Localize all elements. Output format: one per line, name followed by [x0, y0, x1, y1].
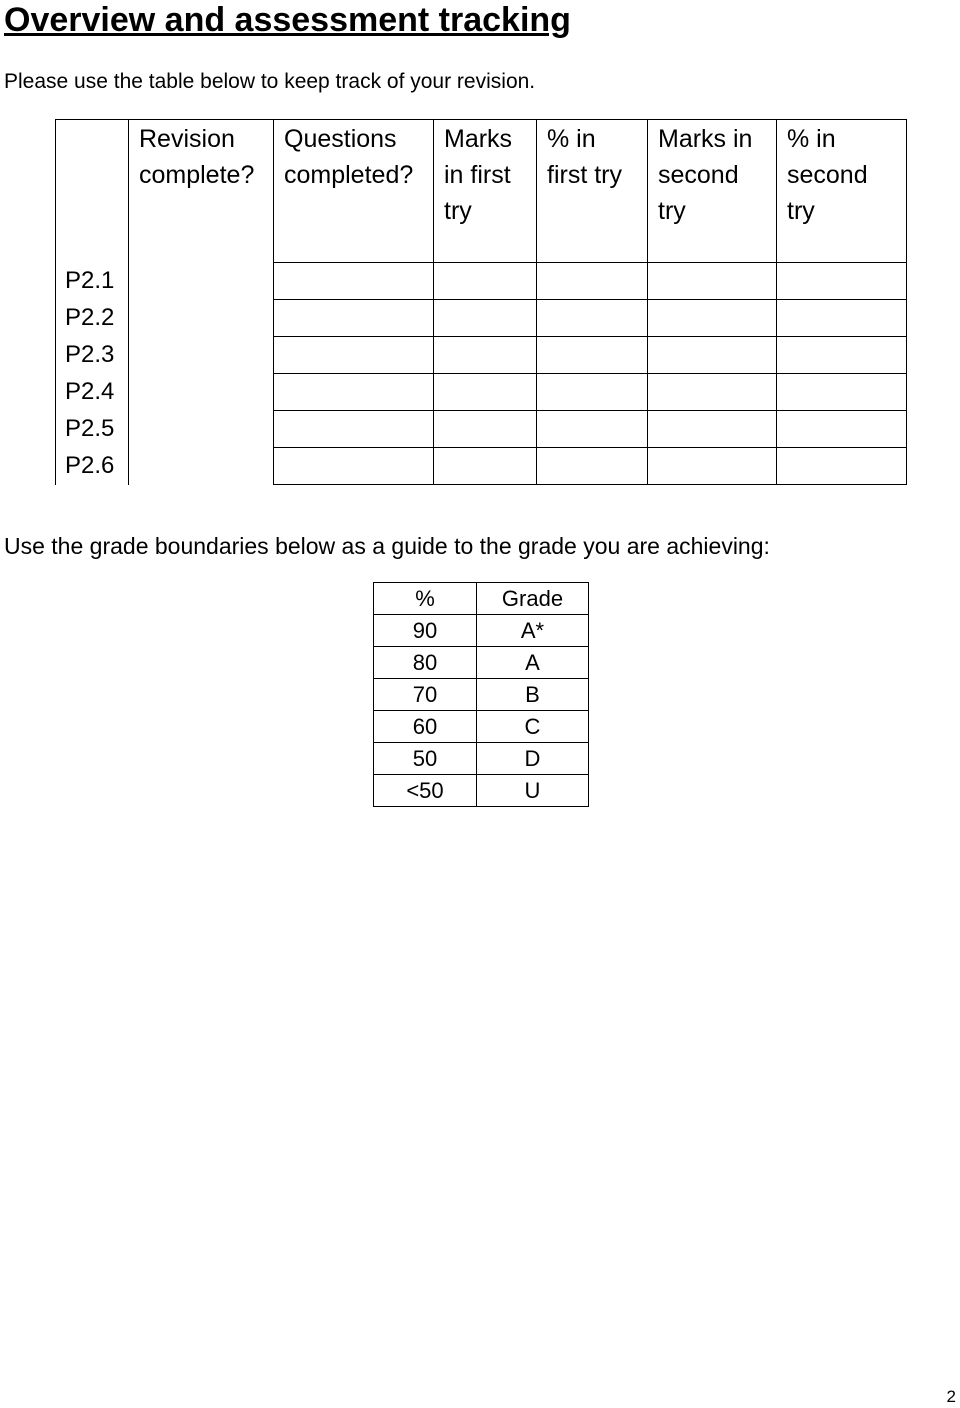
header-questions-completed: Questions completed?	[274, 120, 434, 263]
topic-label: P2.5	[56, 411, 129, 448]
header-revision-complete: Revision complete?	[129, 120, 274, 263]
header-grade: Grade	[477, 583, 589, 615]
page-title: Overview and assessment tracking	[4, 1, 571, 39]
percent-first-try-cell[interactable]	[537, 448, 648, 485]
grade-percent: <50	[374, 775, 477, 807]
grade-percent: 60	[374, 711, 477, 743]
questions-completed-cell[interactable]	[274, 300, 434, 337]
grade-letter: C	[477, 711, 589, 743]
marks-second-try-cell[interactable]	[648, 263, 777, 300]
questions-completed-cell[interactable]	[274, 448, 434, 485]
percent-second-try-cell[interactable]	[777, 300, 907, 337]
grade-letter: B	[477, 679, 589, 711]
table-row	[374, 679, 589, 711]
topic-label: P2.4	[56, 374, 129, 411]
grade-boundaries-intro: Use the grade boundaries below as a guide to the grade you are achieving:	[4, 533, 770, 559]
percent-first-try-cell[interactable]	[537, 337, 648, 374]
marks-second-try-cell[interactable]	[648, 448, 777, 485]
marks-second-try-cell[interactable]	[648, 374, 777, 411]
questions-completed-cell[interactable]	[274, 263, 434, 300]
header-percent-first-try: % in first try	[537, 120, 648, 263]
table-row	[56, 448, 907, 485]
grade-percent: 90	[374, 615, 477, 647]
revision-complete-cell[interactable]	[129, 263, 274, 300]
questions-completed-cell[interactable]	[274, 374, 434, 411]
revision-complete-cell[interactable]	[129, 374, 274, 411]
marks-first-try-cell[interactable]	[434, 374, 537, 411]
page-number: 2	[946, 1387, 956, 1406]
grade-percent: 50	[374, 743, 477, 775]
table-row	[374, 647, 589, 679]
questions-completed-cell[interactable]	[274, 337, 434, 374]
grade-percent: 80	[374, 647, 477, 679]
revision-complete-cell[interactable]	[129, 411, 274, 448]
header-marks-first-try: Marks in first try	[434, 120, 537, 263]
table-row	[56, 374, 907, 411]
percent-second-try-cell[interactable]	[777, 411, 907, 448]
grade-header-row	[374, 583, 589, 615]
topic-label: P2.3	[56, 337, 129, 374]
marks-first-try-cell[interactable]	[434, 448, 537, 485]
grade-letter: A*	[477, 615, 589, 647]
table-row	[374, 615, 589, 647]
percent-second-try-cell[interactable]	[777, 337, 907, 374]
percent-second-try-cell[interactable]	[777, 263, 907, 300]
marks-first-try-cell[interactable]	[434, 300, 537, 337]
table-row	[56, 411, 907, 448]
table-row	[56, 337, 907, 374]
marks-second-try-cell[interactable]	[648, 300, 777, 337]
marks-first-try-cell[interactable]	[434, 263, 537, 300]
marks-second-try-cell[interactable]	[648, 411, 777, 448]
questions-completed-cell[interactable]	[274, 411, 434, 448]
tracking-header-row	[56, 120, 907, 263]
grade-letter: D	[477, 743, 589, 775]
header-corner-cell	[56, 120, 129, 263]
table-row	[56, 263, 907, 300]
topic-label: P2.6	[56, 448, 129, 485]
tracking-table	[55, 119, 907, 485]
marks-first-try-cell[interactable]	[434, 337, 537, 374]
percent-first-try-cell[interactable]	[537, 411, 648, 448]
revision-complete-cell[interactable]	[129, 448, 274, 485]
grade-boundaries-table	[373, 582, 589, 807]
marks-second-try-cell[interactable]	[648, 337, 777, 374]
grade-letter: A	[477, 647, 589, 679]
grade-letter: U	[477, 775, 589, 807]
header-marks-second-try: Marks in second try	[648, 120, 777, 263]
percent-second-try-cell[interactable]	[777, 448, 907, 485]
revision-complete-cell[interactable]	[129, 300, 274, 337]
revision-complete-cell[interactable]	[129, 337, 274, 374]
table-row	[374, 775, 589, 807]
percent-second-try-cell[interactable]	[777, 374, 907, 411]
intro-text: Please use the table below to keep track of your revision.	[4, 70, 536, 93]
header-percent: %	[374, 583, 477, 615]
grade-percent: 70	[374, 679, 477, 711]
percent-first-try-cell[interactable]	[537, 300, 648, 337]
topic-label: P2.2	[56, 300, 129, 337]
table-row	[374, 711, 589, 743]
table-row	[374, 743, 589, 775]
header-percent-second-try: % in second try	[777, 120, 907, 263]
percent-first-try-cell[interactable]	[537, 374, 648, 411]
table-row	[56, 300, 907, 337]
topic-label: P2.1	[56, 263, 129, 300]
marks-first-try-cell[interactable]	[434, 411, 537, 448]
percent-first-try-cell[interactable]	[537, 263, 648, 300]
